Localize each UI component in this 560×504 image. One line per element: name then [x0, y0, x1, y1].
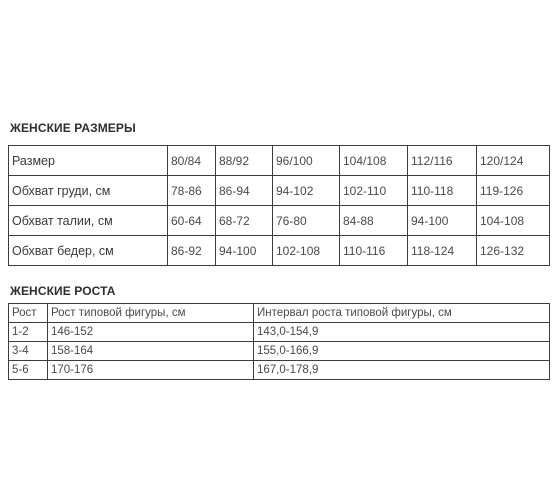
table-cell: 94-100: [408, 206, 477, 236]
heights-heading: ЖЕНСКИЕ РОСТА: [10, 284, 116, 298]
table-cell: 118-124: [408, 236, 477, 266]
table-cell: 94-102: [273, 176, 340, 206]
sizes-table: [8, 145, 550, 266]
table-cell: 96/100: [273, 146, 340, 176]
row-label: Размер: [9, 146, 168, 176]
table-cell: 88/92: [216, 146, 273, 176]
table-cell: 5-6: [9, 361, 48, 380]
table-cell: 167,0-178,9: [254, 361, 550, 380]
table-cell: 143,0-154,9: [254, 323, 550, 342]
table-cell: 104/108: [340, 146, 408, 176]
table-row: [9, 342, 550, 361]
table-cell: 86-94: [216, 176, 273, 206]
sizes-heading: ЖЕНСКИЕ РАЗМЕРЫ: [10, 121, 136, 135]
table-cell: 80/84: [168, 146, 216, 176]
column-header: Рост: [9, 304, 48, 323]
row-label: Обхват груди, см: [9, 176, 168, 206]
table-cell: 84-88: [340, 206, 408, 236]
table-cell: 120/124: [477, 146, 550, 176]
table-cell: 3-4: [9, 342, 48, 361]
table-cell: 112/116: [408, 146, 477, 176]
table-cell: 146-152: [48, 323, 254, 342]
table-row: [9, 361, 550, 380]
table-cell: 94-100: [216, 236, 273, 266]
table-header-row: [9, 304, 550, 323]
table-cell: 110-116: [340, 236, 408, 266]
table-row: [9, 146, 550, 176]
heights-table: [8, 303, 550, 380]
table-row: [9, 236, 550, 266]
table-cell: 86-92: [168, 236, 216, 266]
table-cell: 110-118: [408, 176, 477, 206]
table-cell: 78-86: [168, 176, 216, 206]
table-cell: 155,0-166,9: [254, 342, 550, 361]
table-row: [9, 176, 550, 206]
table-cell: 102-108: [273, 236, 340, 266]
row-label: Обхват бедер, см: [9, 236, 168, 266]
table-cell: 158-164: [48, 342, 254, 361]
table-cell: 126-132: [477, 236, 550, 266]
table-cell: 68-72: [216, 206, 273, 236]
table-row: [9, 323, 550, 342]
table-row: [9, 206, 550, 236]
table-cell: 104-108: [477, 206, 550, 236]
row-label: Обхват талии, см: [9, 206, 168, 236]
table-cell: 102-110: [340, 176, 408, 206]
column-header: Интервал роста типовой фигуры, см: [254, 304, 550, 323]
table-cell: 76-80: [273, 206, 340, 236]
table-cell: 119-126: [477, 176, 550, 206]
table-cell: 1-2: [9, 323, 48, 342]
column-header: Рост типовой фигуры, см: [48, 304, 254, 323]
table-cell: 60-64: [168, 206, 216, 236]
table-cell: 170-176: [48, 361, 254, 380]
